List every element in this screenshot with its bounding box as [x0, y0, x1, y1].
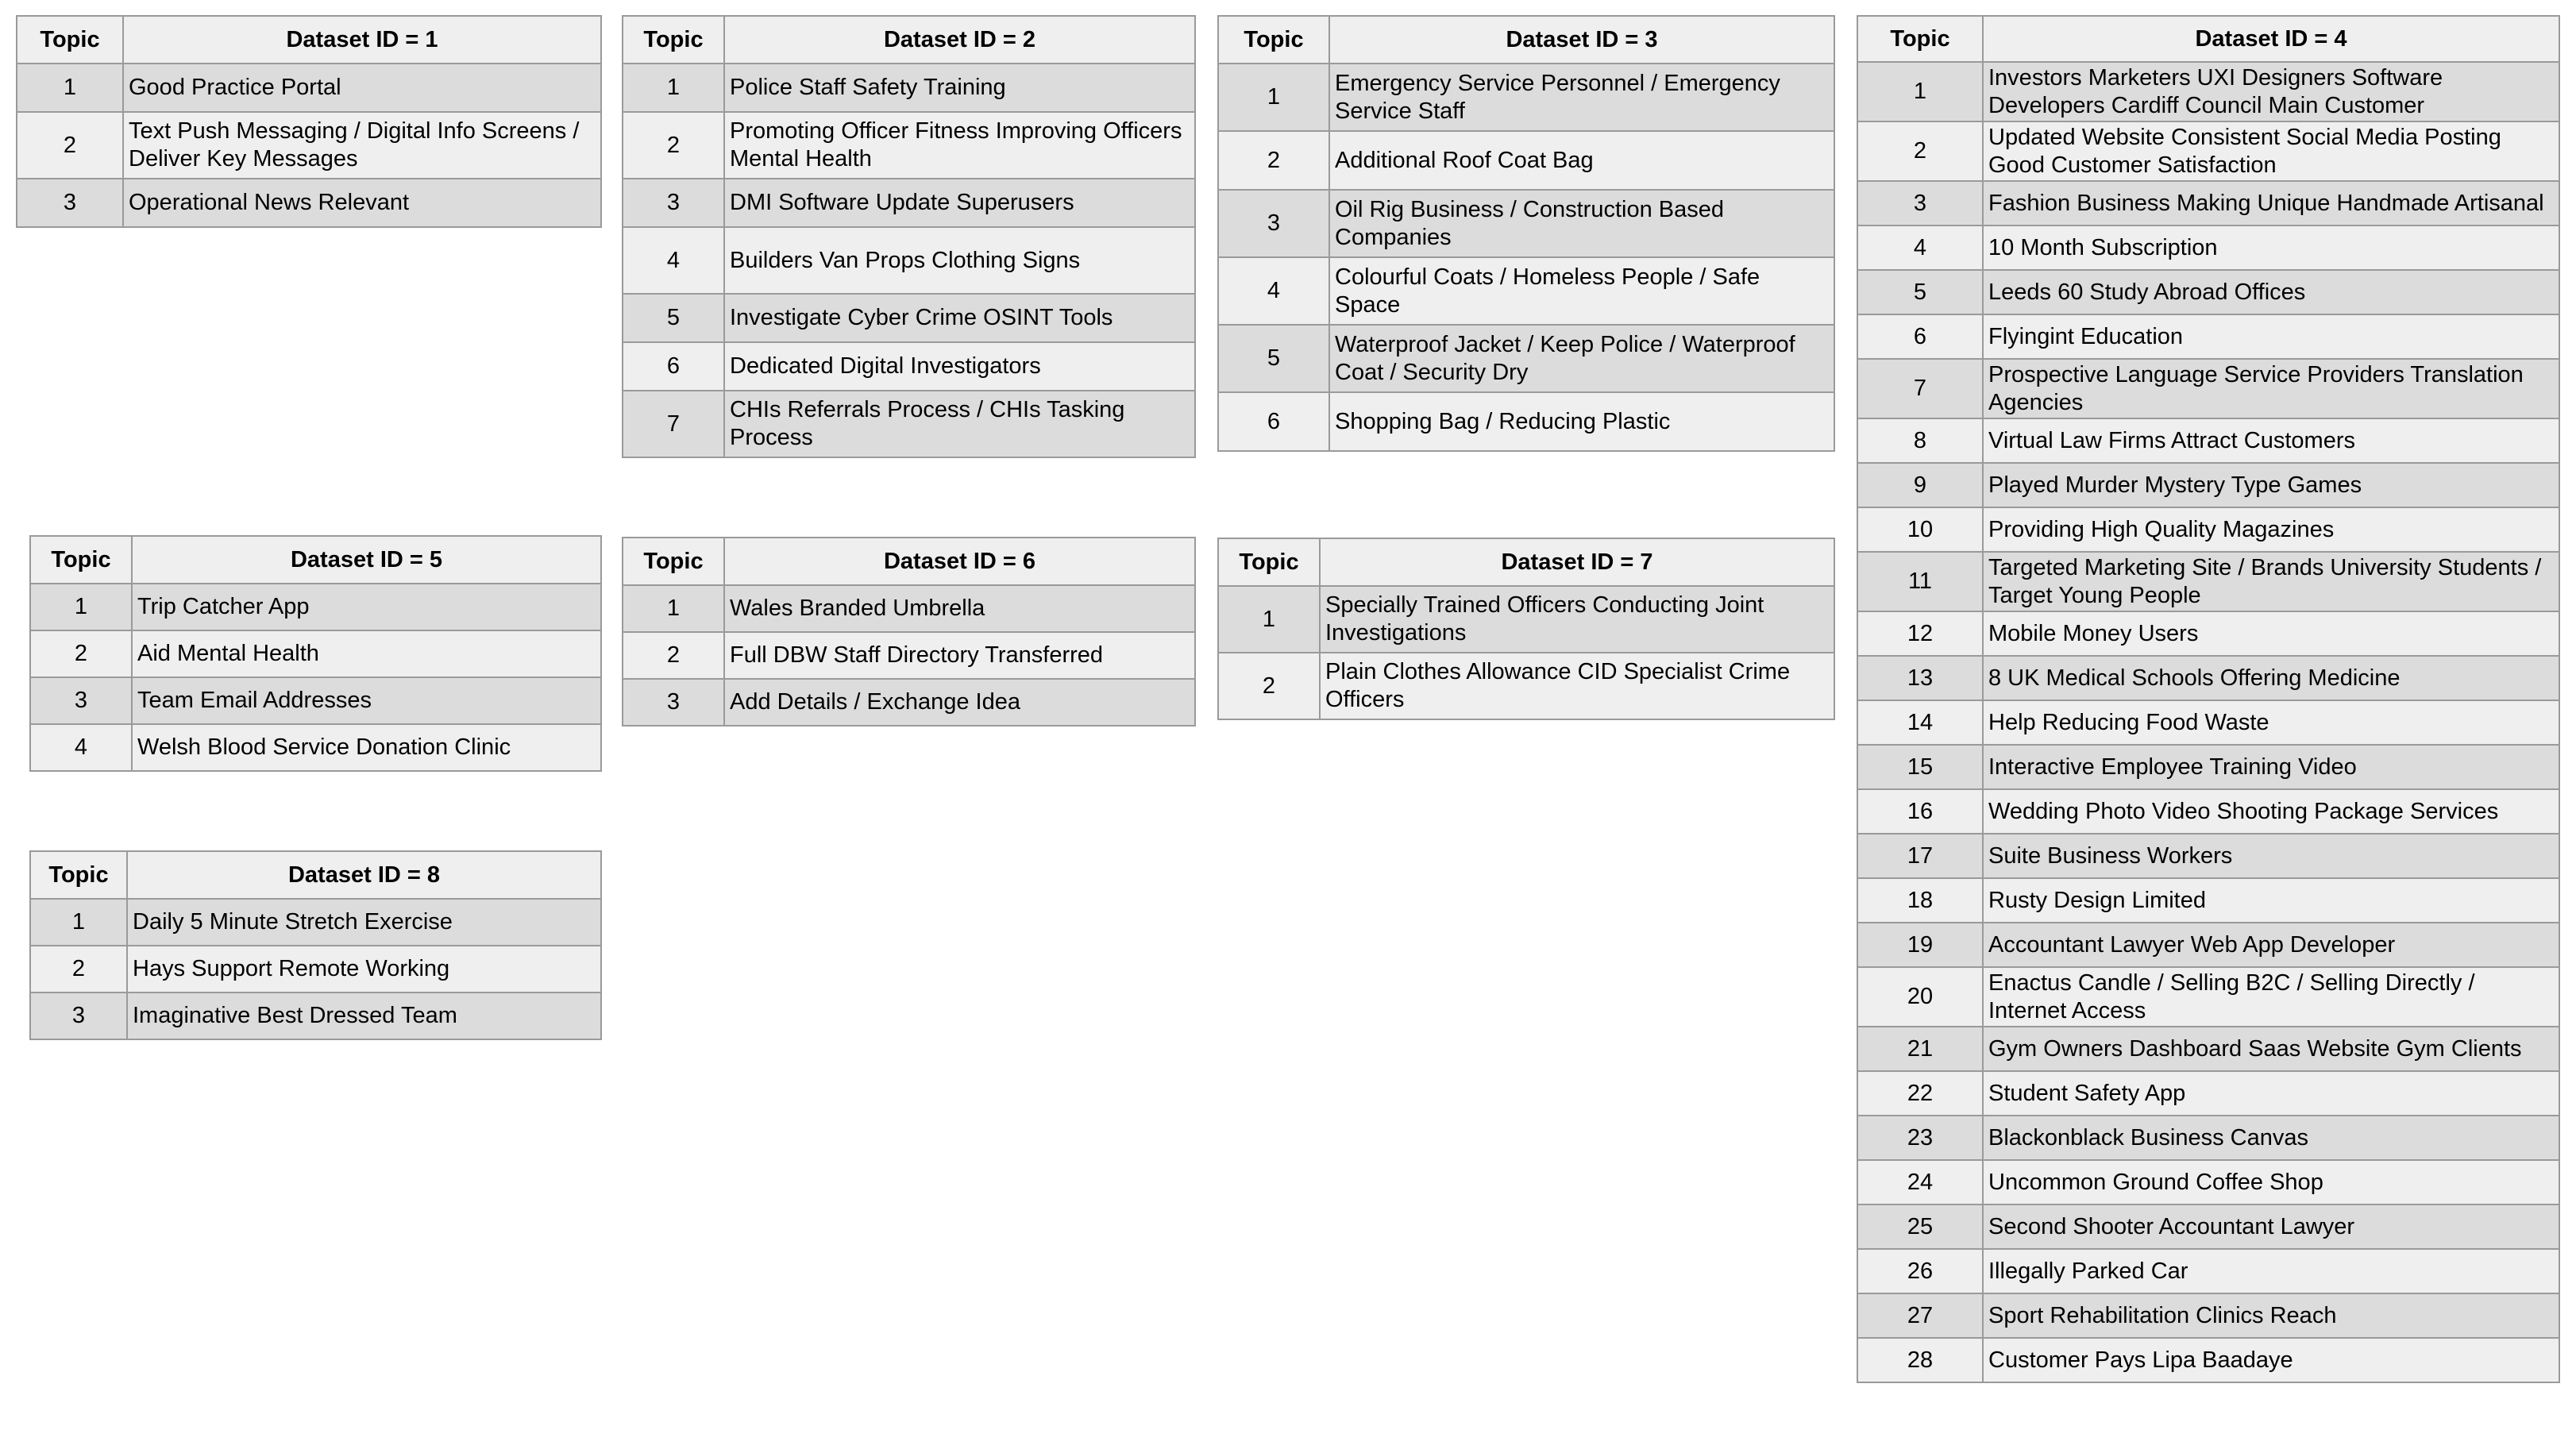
table-row	[30, 677, 601, 724]
table-header-row	[30, 851, 601, 899]
dataset-title: Dataset ID = 3	[1329, 16, 1834, 64]
topic-label: Help Reducing Food Waste	[1983, 700, 2559, 745]
topic-label: 8 UK Medical Schools Offering Medicine	[1983, 656, 2559, 700]
topic-number: 15	[1857, 745, 1983, 789]
topic-number: 1	[623, 585, 724, 632]
table-row	[1857, 834, 2559, 878]
topic-number: 3	[1857, 181, 1983, 225]
table-body	[30, 899, 601, 1039]
table-body	[623, 585, 1195, 726]
topic-label: Investigate Cyber Crime OSINT Tools	[724, 294, 1195, 342]
topic-number: 7	[623, 391, 724, 457]
topic-number: 2	[623, 112, 724, 179]
table-row	[1857, 225, 2559, 270]
topic-label: Daily 5 Minute Stretch Exercise	[127, 899, 601, 946]
topic-label: Blackonblack Business Canvas	[1983, 1116, 2559, 1160]
table-header-row	[1857, 16, 2559, 62]
topic-label: Targeted Marketing Site / Brands University Students / Target Young People	[1983, 552, 2559, 611]
topic-number: 6	[1857, 314, 1983, 359]
topic-number: 23	[1857, 1116, 1983, 1160]
table-row	[1857, 1071, 2559, 1116]
topic-label: Second Shooter Accountant Lawyer	[1983, 1205, 2559, 1249]
topic-number: 9	[1857, 463, 1983, 507]
topic-label: Police Staff Safety Training	[724, 64, 1195, 112]
table-row	[1857, 1205, 2559, 1249]
table-row	[1857, 1338, 2559, 1382]
topic-label: DMI Software Update Superusers	[724, 179, 1195, 227]
table-body	[1857, 62, 2559, 1382]
table-row	[1857, 878, 2559, 923]
topic-number: 10	[1857, 507, 1983, 552]
table-row	[1857, 700, 2559, 745]
topic-number: 3	[30, 677, 132, 724]
topic-number: 2	[17, 112, 123, 179]
topic-label: Promoting Officer Fitness Improving Officers Mental Health	[724, 112, 1195, 179]
table-row	[1218, 257, 1834, 325]
table-row	[1857, 789, 2559, 834]
topic-label: Team Email Addresses	[132, 677, 601, 724]
dataset-title: Dataset ID = 5	[132, 536, 601, 584]
table-header-row	[17, 16, 601, 64]
table-row	[1857, 181, 2559, 225]
topic-number: 3	[623, 679, 724, 726]
table-body	[17, 64, 601, 227]
table-row	[1857, 270, 2559, 314]
table-row	[623, 679, 1195, 726]
topic-label: Good Practice Portal	[123, 64, 601, 112]
table-header-row	[623, 538, 1195, 585]
topic-number: 2	[1857, 121, 1983, 181]
table-row	[1218, 392, 1834, 451]
topic-label: CHIs Referrals Process / CHIs Tasking Process	[724, 391, 1195, 457]
topic-label: Operational News Relevant	[123, 179, 601, 227]
table-row	[623, 342, 1195, 391]
topic-number: 2	[623, 632, 724, 679]
table-row	[1857, 418, 2559, 463]
topic-label: Illegally Parked Car	[1983, 1249, 2559, 1293]
topic-label: Builders Van Props Clothing Signs	[724, 227, 1195, 294]
table-row	[1857, 62, 2559, 121]
topic-label: Rusty Design Limited	[1983, 878, 2559, 923]
table-row	[623, 391, 1195, 457]
dataset-title: Dataset ID = 4	[1983, 16, 2559, 62]
topic-label: Additional Roof Coat Bag	[1329, 131, 1834, 190]
topic-label: Wedding Photo Video Shooting Package Services	[1983, 789, 2559, 834]
topic-label: Flyingint Education	[1983, 314, 2559, 359]
table-row	[623, 585, 1195, 632]
table-row	[30, 724, 601, 771]
table-row	[623, 227, 1195, 294]
topic-header: Topic	[30, 536, 132, 584]
dataset-4-table	[1857, 15, 2560, 1383]
topic-label: Dedicated Digital Investigators	[724, 342, 1195, 391]
topic-number: 12	[1857, 611, 1983, 656]
table-row	[1857, 967, 2559, 1027]
topic-header: Topic	[17, 16, 123, 64]
table-body	[623, 64, 1195, 457]
topic-number: 24	[1857, 1160, 1983, 1205]
topic-number: 3	[623, 179, 724, 227]
topic-label: Colourful Coats / Homeless People / Safe Space	[1329, 257, 1834, 325]
topic-label: Add Details / Exchange Idea	[724, 679, 1195, 726]
topic-number: 16	[1857, 789, 1983, 834]
topic-number: 4	[1218, 257, 1329, 325]
topic-label: Uncommon Ground Coffee Shop	[1983, 1160, 2559, 1205]
topic-label: Gym Owners Dashboard Saas Website Gym Clients	[1983, 1027, 2559, 1071]
table-row	[623, 632, 1195, 679]
topic-number: 1	[1218, 64, 1329, 131]
table-row	[1218, 325, 1834, 392]
table-row	[1857, 121, 2559, 181]
dataset-6-table	[622, 537, 1196, 727]
topic-header: Topic	[623, 538, 724, 585]
topic-label: Investors Marketers UXI Designers Software Developers Cardiff Council Main Customer	[1983, 62, 2559, 121]
topic-label: Imaginative Best Dressed Team	[127, 993, 601, 1039]
topic-label: Plain Clothes Allowance CID Specialist Crime Officers	[1320, 653, 1834, 719]
topic-number: 11	[1857, 552, 1983, 611]
table-row	[623, 64, 1195, 112]
table-row	[1857, 552, 2559, 611]
topic-number: 14	[1857, 700, 1983, 745]
table-row	[30, 946, 601, 993]
topic-number: 1	[1857, 62, 1983, 121]
topic-number: 3	[1218, 190, 1329, 257]
topic-number: 19	[1857, 923, 1983, 967]
topic-number: 6	[623, 342, 724, 391]
topic-label: Student Safety App	[1983, 1071, 2559, 1116]
topic-label: Aid Mental Health	[132, 630, 601, 677]
dataset-7-table	[1217, 538, 1835, 720]
topic-label: Oil Rig Business / Construction Based Companies	[1329, 190, 1834, 257]
topic-label: Fashion Business Making Unique Handmade Artisanal	[1983, 181, 2559, 225]
topic-label: Suite Business Workers	[1983, 834, 2559, 878]
table-row	[1857, 1160, 2559, 1205]
topic-number: 2	[30, 630, 132, 677]
table-row	[1218, 131, 1834, 190]
topic-number: 1	[30, 584, 132, 630]
table-header-row	[1218, 538, 1834, 586]
table-row	[1857, 314, 2559, 359]
table-row	[1857, 1116, 2559, 1160]
dataset-title: Dataset ID = 1	[123, 16, 601, 64]
topic-label: Played Murder Mystery Type Games	[1983, 463, 2559, 507]
topic-label: Shopping Bag / Reducing Plastic	[1329, 392, 1834, 451]
topic-label: 10 Month Subscription	[1983, 225, 2559, 270]
topic-number: 20	[1857, 967, 1983, 1027]
topic-number: 17	[1857, 834, 1983, 878]
topic-number: 8	[1857, 418, 1983, 463]
dataset-1-table	[16, 15, 602, 228]
table-row	[1857, 611, 2559, 656]
table-row	[623, 112, 1195, 179]
topic-number: 3	[17, 179, 123, 227]
topic-number: 5	[1218, 325, 1329, 392]
table-header-row	[30, 536, 601, 584]
topic-number: 1	[1218, 586, 1320, 653]
table-row	[1857, 507, 2559, 552]
table-header-row	[623, 16, 1195, 64]
topic-header: Topic	[30, 851, 127, 899]
topic-label: Emergency Service Personnel / Emergency Service Staff	[1329, 64, 1834, 131]
topic-number: 4	[623, 227, 724, 294]
topic-label: Full DBW Staff Directory Transferred	[724, 632, 1195, 679]
topic-number: 2	[1218, 131, 1329, 190]
topic-label: Welsh Blood Service Donation Clinic	[132, 724, 601, 771]
table-row	[30, 584, 601, 630]
topic-label: Enactus Candle / Selling B2C / Selling Directly / Internet Access	[1983, 967, 2559, 1027]
topic-header: Topic	[623, 16, 724, 64]
table-row	[30, 993, 601, 1039]
topic-number: 1	[17, 64, 123, 112]
topic-number: 28	[1857, 1338, 1983, 1382]
topic-number: 6	[1218, 392, 1329, 451]
dataset-5-table	[29, 535, 602, 772]
topic-label: Mobile Money Users	[1983, 611, 2559, 656]
topic-label: Sport Rehabilitation Clinics Reach	[1983, 1293, 2559, 1338]
topic-number: 13	[1857, 656, 1983, 700]
topic-label: Trip Catcher App	[132, 584, 601, 630]
topic-label: Text Push Messaging / Digital Info Screens / Deliver Key Messages	[123, 112, 601, 179]
dataset-title: Dataset ID = 7	[1320, 538, 1834, 586]
table-body	[1218, 586, 1834, 719]
topic-label: Waterproof Jacket / Keep Police / Waterproof Coat / Security Dry	[1329, 325, 1834, 392]
dataset-3-table	[1217, 15, 1835, 452]
table-row	[30, 899, 601, 946]
table-row	[1218, 653, 1834, 719]
dataset-title: Dataset ID = 6	[724, 538, 1195, 585]
table-body	[1218, 64, 1834, 451]
topic-number: 7	[1857, 359, 1983, 418]
table-row	[1218, 190, 1834, 257]
topic-number: 27	[1857, 1293, 1983, 1338]
table-row	[1857, 656, 2559, 700]
topic-number: 5	[1857, 270, 1983, 314]
table-row	[1218, 64, 1834, 131]
topic-number: 5	[623, 294, 724, 342]
topic-number: 22	[1857, 1071, 1983, 1116]
topic-number: 18	[1857, 878, 1983, 923]
topic-number: 4	[1857, 225, 1983, 270]
table-row	[1857, 463, 2559, 507]
topic-label: Specially Trained Officers Conducting Joint Investigations	[1320, 586, 1834, 653]
table-row	[1857, 1027, 2559, 1071]
topic-label: Virtual Law Firms Attract Customers	[1983, 418, 2559, 463]
topic-number: 25	[1857, 1205, 1983, 1249]
topic-number: 2	[1218, 653, 1320, 719]
table-row	[1857, 1249, 2559, 1293]
topic-label: Providing High Quality Magazines	[1983, 507, 2559, 552]
table-row	[1857, 1293, 2559, 1338]
topic-label: Customer Pays Lipa Baadaye	[1983, 1338, 2559, 1382]
dataset-title: Dataset ID = 2	[724, 16, 1195, 64]
topic-label: Wales Branded Umbrella	[724, 585, 1195, 632]
topic-number: 3	[30, 993, 127, 1039]
table-row	[17, 179, 601, 227]
topic-label: Accountant Lawyer Web App Developer	[1983, 923, 2559, 967]
topic-label: Leeds 60 Study Abroad Offices	[1983, 270, 2559, 314]
topic-header: Topic	[1218, 16, 1329, 64]
dataset-title: Dataset ID = 8	[127, 851, 601, 899]
topic-number: 4	[30, 724, 132, 771]
topic-number: 1	[30, 899, 127, 946]
topic-number: 1	[623, 64, 724, 112]
topic-label: Hays Support Remote Working	[127, 946, 601, 993]
topic-label: Interactive Employee Training Video	[1983, 745, 2559, 789]
topic-number: 26	[1857, 1249, 1983, 1293]
topic-number: 2	[30, 946, 127, 993]
topic-header: Topic	[1218, 538, 1320, 586]
table-row	[17, 112, 601, 179]
table-body	[30, 584, 601, 771]
topic-number: 21	[1857, 1027, 1983, 1071]
table-row	[1857, 745, 2559, 789]
table-row	[30, 630, 601, 677]
topic-label: Updated Website Consistent Social Media Posting Good Customer Satisfaction	[1983, 121, 2559, 181]
table-row	[623, 179, 1195, 227]
dataset-2-table	[622, 15, 1196, 458]
topic-label: Prospective Language Service Providers Translation Agencies	[1983, 359, 2559, 418]
table-row	[1218, 586, 1834, 653]
table-row	[623, 294, 1195, 342]
dataset-8-table	[29, 850, 602, 1040]
table-row	[17, 64, 601, 112]
table-header-row	[1218, 16, 1834, 64]
table-row	[1857, 359, 2559, 418]
table-row	[1857, 923, 2559, 967]
topic-header: Topic	[1857, 16, 1983, 62]
